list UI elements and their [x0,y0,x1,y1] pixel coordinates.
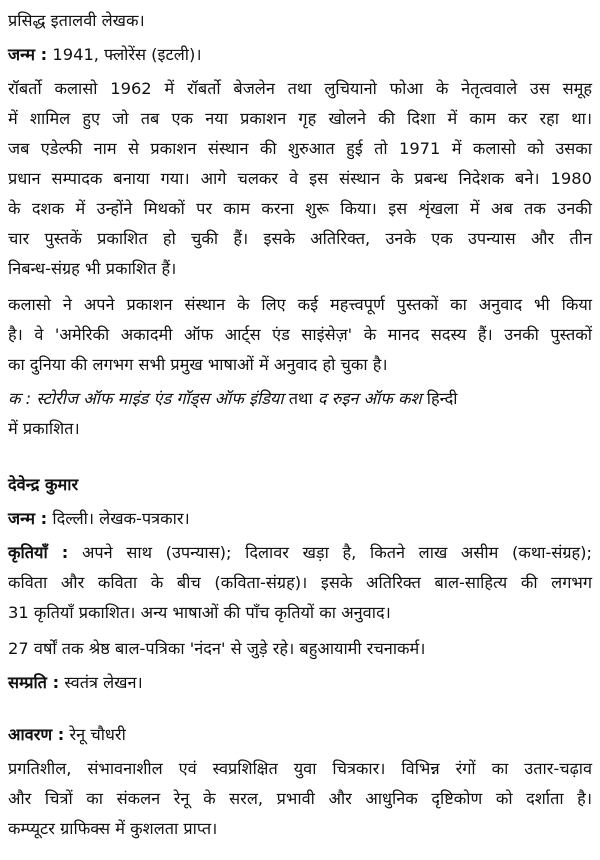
birth-line [8,504,592,534]
current-label: सम्प्रति : [8,673,60,692]
birth-text: दिल्ली। लेखक-पत्रकार। [47,509,190,528]
book-title: क : स्टोरीज ऑफ माइंड एंड गॉड्स ऑफ इंडिया [8,389,284,408]
paragraph-line: के दशक में उन्होंने मिथकों पर काम करना शुरू किया। इस शृंखला में अब तक उनकी [8,199,592,218]
paragraph-line: रॉबर्तो कलासो 1962 में रॉबर्तो बेजलेन तथा लुचियानो फोआ के नेतृत्ववाले उस समूह [8,79,592,98]
works-paragraph [8,538,592,628]
paragraph-line: में प्रकाशित। [8,419,80,438]
paragraph-line: कम्प्यूटर ग्राफिक्स में कुशलता प्राप्त। [8,819,218,838]
cover-line [8,720,592,750]
birth-line [8,40,592,70]
cover-label: आवरण : [8,725,65,744]
experience-line: 27 वर्षों तक श्रेष्ठ बाल-पत्रिका 'नंदन' से जुड़े रहे। बहुआयामी रचनाकर्म। [8,639,426,658]
paragraph-line: और चित्रों का संकलन रेनू के सरल, प्रभावी और आधुनिक दृष्टिकोण को दर्शाता है। [8,789,592,808]
paragraph-1 [8,74,592,284]
current-text: स्वतंत्र लेखन। [59,673,143,692]
paragraph-line [8,384,592,414]
paragraph-line: कविता और कविता के बीच (कविता-संग्रह)। इसके अतिरिक्त बाल-साहित्य की लगभग [8,573,592,592]
cover-name: रेनू चौधरी [64,725,126,744]
paragraph-line: प्रगतिशील, संभावनाशील एवं स्वप्रशिक्षित युवा चित्रकार। विभिन्न रंगों का उतार-चढ़ाव [8,759,592,778]
paragraph-line [8,538,592,568]
section-cover-artist [8,720,592,844]
section-author-calasso [8,6,592,444]
birth-text: 1941, फ्लोरेंस (इटली)। [47,45,202,64]
paragraph-line: जब एडेल्फी नाम से प्रकाशन संस्थान की शुरुआत हुई तो 1971 में कलासो को उसका [8,139,592,158]
paragraph-line: है। वे 'अमेरिकी अकादमी ऑफ आर्ट्स एंड साइंसेज़' के मानद सदस्य हैं। उनकी पुस्तकों [8,325,592,344]
cover-paragraph [8,754,592,844]
paragraph-line: चार पुस्तकें प्रकाशित हो चुकी हैं। इसके अतिरिक्त, उनके एक उपन्यास और तीन [8,229,592,248]
paragraph-line: कलासो ने अपने प्रकाशन संस्थान के लिए कई महत्त्वपूर्ण पुस्तकों का अनुवाद भी किया [8,295,592,314]
conjunction: तथा [283,389,318,408]
paragraph-line: 31 कृतियाँ प्रकाशित। अन्य भाषाओं की पाँच कृतियों का अनुवाद। [8,603,391,622]
paragraph-3 [8,384,592,444]
section-author-devendra [8,470,592,698]
book-title: द रुइन ऑफ कश [317,389,422,408]
paragraph-line: में शामिल हुए जो तब एक नया प्रकाशन गृह खोलने की दिशा में काम कर रहा था। [8,109,592,128]
language-text: हिन्दी [421,389,458,408]
birth-label: जन्म : [8,509,48,528]
paragraph-line: प्रधान सम्पादक बनाया गया। आगे चलकर वे इस संस्थान के प्रबन्ध निदेशक बने। 1980 [8,169,592,188]
works-label: कृतियाँ : [8,543,69,562]
current-line [8,668,592,698]
author-name: देवेन्द्र कुमार [8,475,79,494]
paragraph-line: का दुनिया की लगभग सभी प्रमुख भाषाओं में अनुवाद हो चुका है। [8,355,388,374]
intro-line: प्रसिद्ध इतालवी लेखक। [8,11,145,30]
birth-label: जन्म : [8,45,48,64]
works-text: अपने साथ (उपन्यास); दिलावर खड़ा है, कितने लाख असीम (कथा-संग्रह); [68,543,592,562]
paragraph-line: निबन्ध-संग्रह भी प्रकाशित हैं। [8,259,177,278]
paragraph-2 [8,290,592,380]
